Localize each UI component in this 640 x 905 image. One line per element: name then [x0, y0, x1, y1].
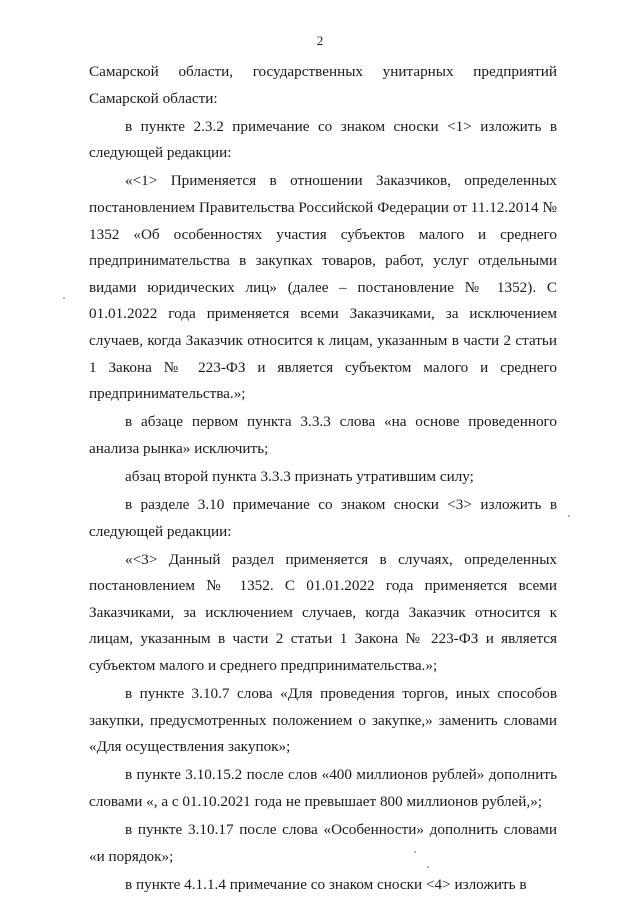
paragraph: «<3> Данный раздел применяется в случаях, определенных постановлением № 1352. С 01.01.2022 года применяется всеми Заказчиками, за исключением случаев, когда Заказчик относится к лицам, указанным в части 2 статьи 1 Закона № 223-ФЗ и является субъектом малого и среднего предпринимательства.»;: [89, 550, 557, 675]
paragraph: в пункте 2.3.2 примечание со знаком сноски <1> изложить в следующей редакции:: [89, 117, 557, 162]
paragraph: в пункте 3.10.17 после слова «Особенности» дополнить словами «и порядок»;: [89, 821, 557, 865]
paragraph: в пункте 4.1.1.4 примечание со знаком сноски <4> изложить в: [125, 875, 527, 893]
paragraph: в разделе 3.10 примечание со знаком сноски <3> изложить в следующей редакции:: [89, 496, 557, 540]
scan-speck: [568, 515, 570, 517]
scan-speck: [427, 866, 429, 868]
paragraph: «<1> Применяется в отношении Заказчиков, определенных постановлением Правительства Российской Федерации от 11.12.2014 № 1352 «Об особенностях участия субъектов малого и среднего предпринимательства в закупках товаров, работ, услуг отдельными видами юридических лиц» (далее – постановление № 1352). С 01.01.2022 года применяется всеми Заказчиками, за исключением случаев, когда Заказчик относится к лицам, указанным в части 2 статьи 1 Закона № 223-ФЗ и является субъектом малого и среднего предпринимательства.»;: [89, 172, 557, 403]
document-body: [89, 59, 557, 900]
scan-speck: [63, 297, 65, 299]
paragraph: абзац второй пункта 3.3.3 признать утратившим силу;: [125, 467, 474, 485]
scan-speck: [414, 851, 416, 853]
paragraph: Самарской области, государственных унитарных предприятий Самарской области:: [89, 63, 557, 107]
paragraph: в абзаце первом пункта 3.3.3 слова «на основе проведенного анализа рынка» исключить;: [89, 413, 557, 457]
page-number: 2: [316, 33, 324, 48]
paragraph: в пункте 3.10.7 слова «Для проведения торгов, иных способов закупки, предусмотренных положением о закупке,» заменить словами «Для осуществления закупок»;: [89, 685, 557, 756]
paragraph: в пункте 3.10.15.2 после слов «400 миллионов рублей» дополнить словами «, а с 01.10.2021 года не превышает 800 миллионов рублей,»;: [89, 766, 557, 811]
